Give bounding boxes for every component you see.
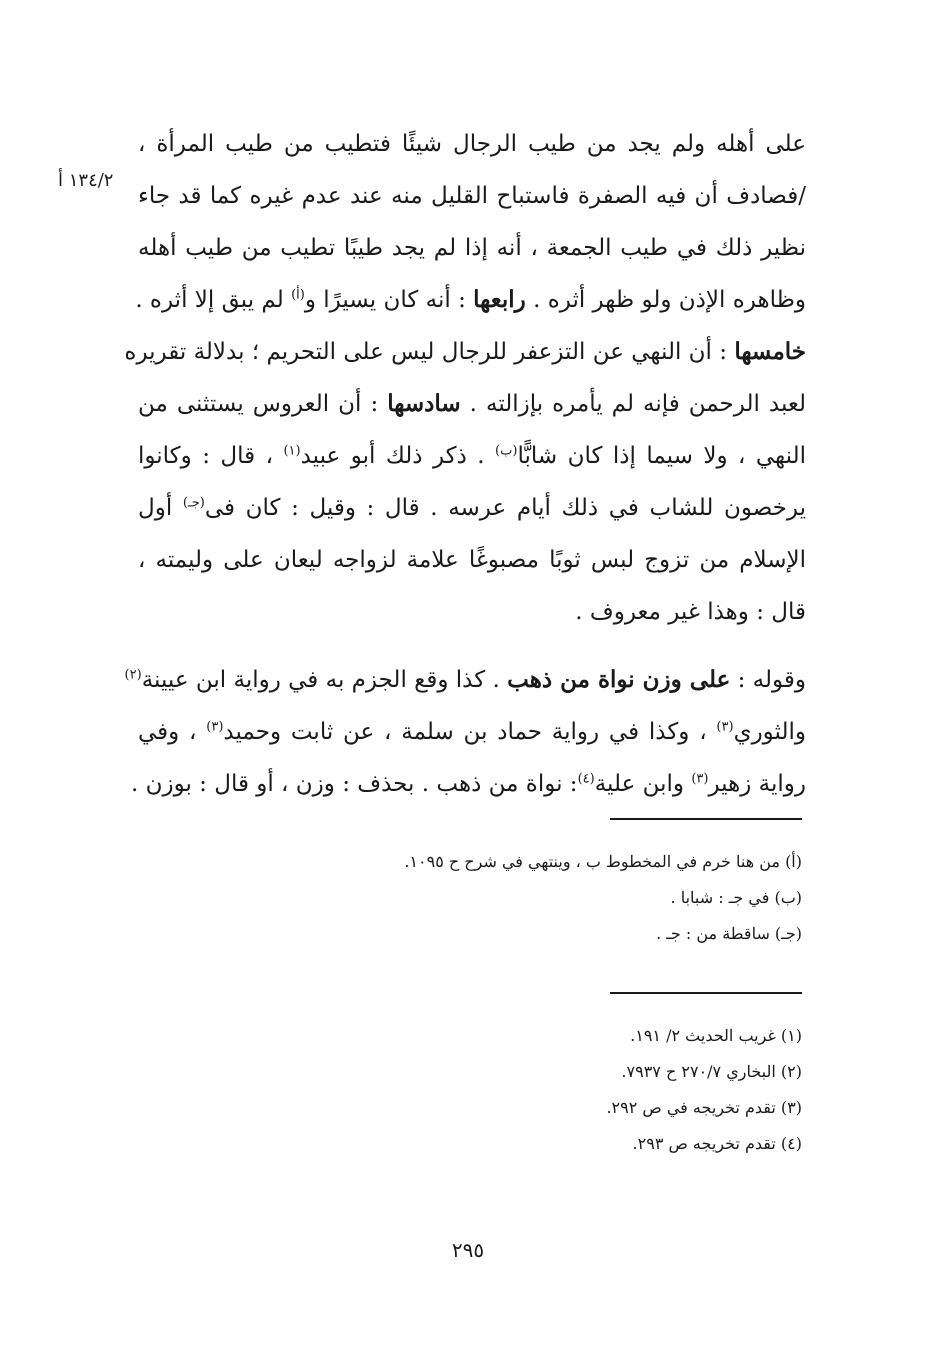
paragraph1-line	[138, 482, 806, 534]
text-run: الإسلام من تزوج لبس ثوبًا مصبوغًا علامة لزواجه ليعان على وليمته ،	[138, 547, 806, 573]
footnote-marker: (٢)	[124, 667, 142, 683]
paragraph1-line	[135, 274, 806, 326]
text-run: قال : وهذا غير معروف .	[575, 599, 806, 625]
footnotes-manuscript-variants	[102, 844, 802, 952]
footnote-separator-letters	[610, 818, 802, 820]
text-run: . ذكر ذلك أبو عبيد	[300, 443, 496, 469]
paragraph1-line	[138, 170, 806, 222]
text-run: نظير ذلك في طيب الجمعة ، أنه إذا لم يجد طيبًا تطيب من طيب أهله	[138, 235, 806, 261]
bold-heading: سادسها	[387, 390, 461, 417]
manuscript-folio-reference: ١٣٤/٢ أ	[58, 170, 114, 191]
paragraph1-line	[138, 118, 806, 170]
text-run: رواية زهير	[708, 771, 806, 797]
text-run: وظاهره الإذن ولو ظهر أثره .	[525, 287, 806, 313]
text-run: النهي ، ولا سيما إذا كان شابًّا	[517, 443, 806, 469]
footnote-marker: (٤)	[577, 771, 595, 787]
text-run: . كذا وقع الجزم به في رواية ابن عيينة	[141, 667, 508, 693]
text-run: يرخصون للشاب في ذلك أيام عرسه . قال : وقيل : كان فى	[204, 495, 806, 521]
paragraph1-line	[138, 430, 806, 482]
text-run: : أن النهي عن التزعفر للرجال ليس على التحريم ؛ بدلالة تقريره	[124, 339, 735, 365]
footnote-marker: (١)	[283, 443, 301, 459]
paragraph1-line	[138, 586, 806, 638]
paragraph1-line	[124, 326, 806, 378]
paragraph2-line	[124, 654, 806, 706]
footnote-separator-numbers	[610, 992, 802, 994]
paragraph1-line	[138, 534, 806, 586]
footnote-marker: (٣)	[206, 719, 224, 735]
text-run: ، قال : وكانوا	[138, 443, 284, 469]
bold-heading: على وزن نواة من ذهب	[507, 666, 731, 693]
bold-heading: رابعها	[473, 286, 526, 313]
footnote-letter: (أ) من هنا خرم في المخطوط ب ، وينتهي في شرح ح ١٠٩٥.	[404, 852, 802, 871]
bold-heading: خامسها	[734, 338, 806, 365]
text-run: على أهله ولم يجد من طيب الرجال شيئًا فتطيب من طيب المرأة ،	[138, 131, 806, 157]
footnote-number: (١) غريب الحديث ٢/ ١٩١.	[630, 1026, 802, 1045]
footnote-marker: (٣)	[716, 719, 734, 735]
footnote-marker: (ب)	[495, 443, 518, 459]
footnote-marker: (٣)	[691, 771, 709, 787]
footnote-marker: (أ)	[291, 287, 305, 303]
main-text	[124, 118, 807, 810]
paragraph2-line	[130, 758, 806, 810]
paragraph-commentary	[124, 118, 807, 638]
text-run: وقوله :	[730, 667, 806, 693]
footnotes-references	[102, 1018, 802, 1162]
paragraph-gap	[138, 638, 806, 654]
text-run: /فصادف أن فيه الصفرة فاستباح القليل منه عند عدم غيره كما قد جاء	[138, 183, 806, 209]
paragraph-quotation	[124, 654, 806, 810]
text-run: لعبد الرحمن فإنه لم يأمره بإزالته .	[460, 391, 807, 417]
text-run: وابن علية	[594, 771, 692, 797]
paragraph2-line	[138, 706, 806, 758]
text-run: ، وفي	[138, 719, 207, 745]
footnote-number: (٢) البخاري ٢٧٠/٧ ح ٧٩٣٧.	[621, 1062, 802, 1081]
text-run: ، وكذا في رواية حماد بن سلمة ، عن ثابت وحميد	[223, 719, 717, 745]
paragraph1-line	[138, 378, 806, 430]
footnote-marker: (جـ)	[182, 495, 205, 511]
text-run: : أنه كان يسيرًا و	[304, 287, 474, 313]
text-run: لم يبق إلا أثره .	[135, 287, 292, 313]
text-run: والثوري	[733, 719, 806, 745]
text-run: : نواة من ذهب . بحذف : وزن ، أو قال : بوزن .	[130, 771, 578, 797]
page-number: ٢٩٥	[451, 1238, 485, 1262]
text-run: : أن العروس يستثنى من	[138, 391, 388, 417]
paragraph1-line	[138, 222, 806, 274]
footnote-number: (٤) تقدم تخريجه ص ٢٩٣.	[632, 1134, 802, 1153]
footnote-letter: (جـ) ساقطة من : جـ .	[656, 924, 802, 943]
footnote-number: (٣) تقدم تخريجه في ص ٢٩٢.	[606, 1098, 802, 1117]
text-run: أول	[138, 495, 183, 521]
footnote-letter: (ب) في جـ : شبابا .	[670, 888, 802, 907]
